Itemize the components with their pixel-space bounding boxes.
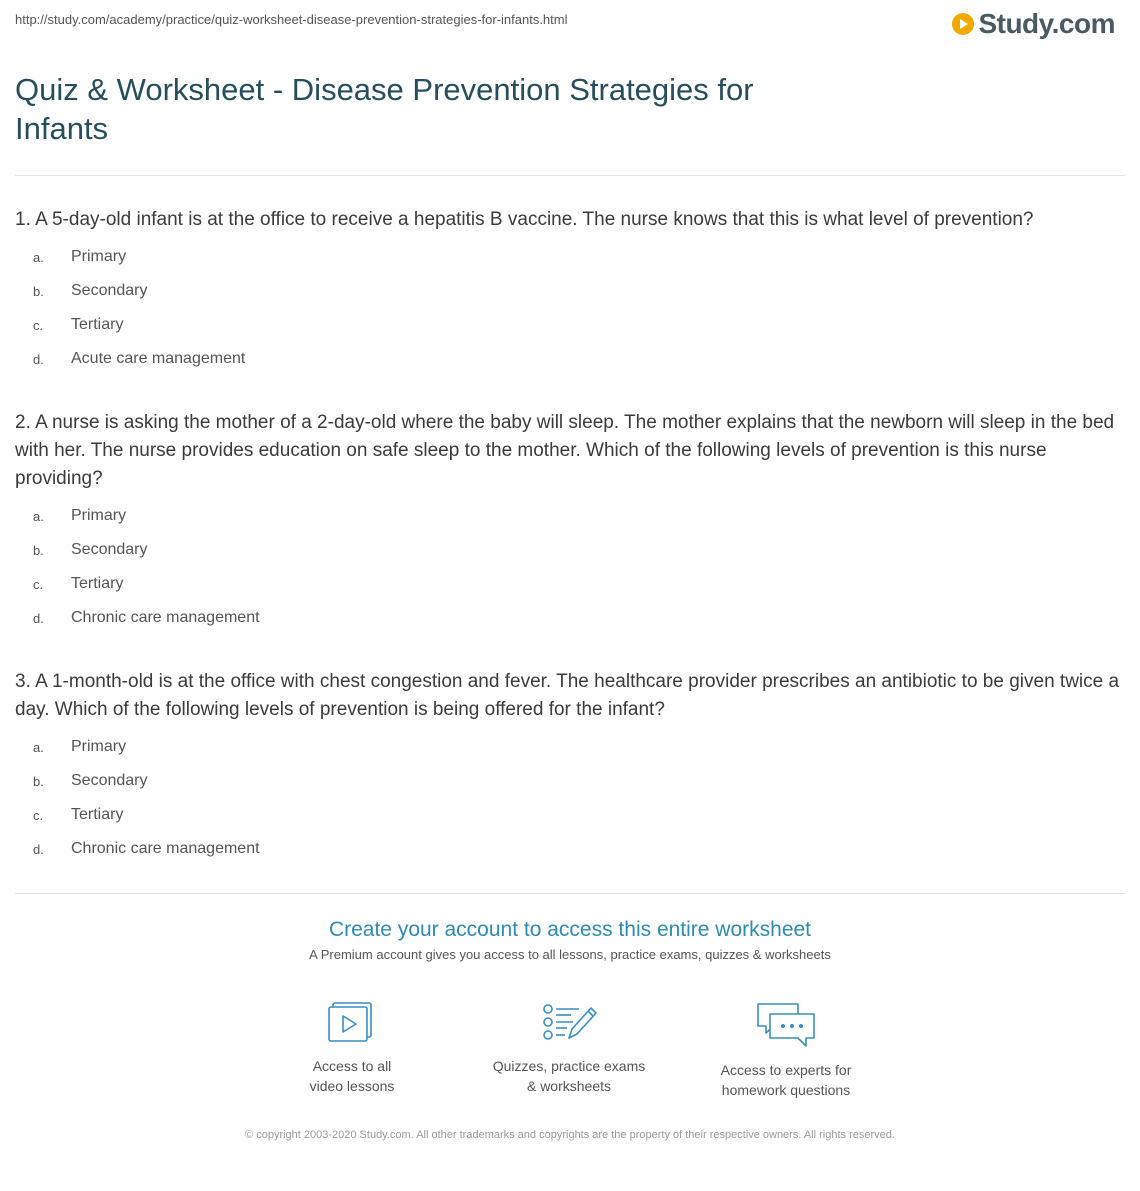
cta-link[interactable]: Create your account to access this entire worksheet [328,918,812,941]
question-3 [15,668,1127,866]
option-letter: a. [33,249,44,265]
answer-option[interactable] [15,764,1127,798]
top-bar [15,8,1125,42]
option-label: Chronic care management [71,609,260,626]
divider-bottom [15,893,1125,894]
option-letter: a. [33,739,44,755]
option-letter: b. [33,283,44,299]
option-letter: c. [33,576,44,592]
study-logo[interactable] [952,8,1115,40]
feature-label-line: Access to all [312,1058,392,1074]
answer-option[interactable] [15,832,1127,866]
question-1 [15,206,1127,376]
answer-option[interactable] [15,342,1127,376]
answer-options [15,730,1127,866]
feature-label-line: video lessons [309,1078,395,1094]
option-letter: c. [33,317,44,333]
option-letter: a. [33,508,44,524]
feature-experts [686,1000,886,1100]
divider-top [15,175,1125,176]
answer-option[interactable] [15,308,1127,342]
option-letter: b. [33,542,44,558]
answer-option[interactable] [15,601,1127,635]
option-label: Tertiary [71,806,124,823]
feature-label-line: Access to experts for [720,1062,852,1078]
feature-label-line: homework questions [721,1082,851,1098]
page-title: Quiz & Worksheet - Disease Prevention Strategies for Infants [15,72,754,146]
chat-experts-icon [754,1000,818,1050]
option-label: Secondary [71,541,148,558]
option-letter: d. [33,841,44,857]
feature-video-lessons [252,1000,452,1096]
option-label: Secondary [71,772,148,789]
answer-option[interactable] [15,533,1127,567]
option-label: Tertiary [71,575,124,592]
cta-subtitle: A Premium account gives you access to all lessons, practice exams, quizzes & worksheets [309,947,831,962]
answer-options [15,499,1127,635]
option-label: Primary [71,248,127,265]
option-letter: d. [33,351,44,367]
feature-label [686,1060,886,1100]
option-letter: c. [33,807,44,823]
logo-text: Study.com [978,8,1115,39]
answer-option[interactable] [15,730,1127,764]
answer-options [15,240,1127,376]
answer-option[interactable] [15,240,1127,274]
answer-option[interactable] [15,499,1127,533]
quiz-checklist-icon [539,1000,599,1046]
video-lessons-icon [324,1000,380,1046]
option-letter: b. [33,773,44,789]
question-text: 1. A 5-day-old infant is at the office to receive a hepatitis B vaccine. The nurse knows that this is what level of prevention? [15,209,1034,230]
answer-option[interactable] [15,798,1127,832]
signup-cta [0,915,1140,962]
option-label: Secondary [71,282,148,299]
question-text: 2. A nurse is asking the mother of a 2-day-old where the baby will sleep. The mother explains that the newborn will sleep in the bed with her. The nurse provides education on safe sleep to the mother. Which of the following levels of prevention is this nurse providing? [15,412,1115,489]
feature-label-line: & worksheets [526,1078,612,1094]
option-label: Tertiary [71,316,124,333]
option-label: Acute care management [71,350,246,367]
question-2 [15,409,1127,635]
option-label: Chronic care management [71,840,260,857]
play-circle-icon [952,13,974,35]
copyright-notice: © copyright 2003-2020 Study.com. All other trademarks and copyrights are the property of their respective owners. All rights reserved. [245,1129,895,1141]
option-label: Primary [71,507,127,524]
feature-label [469,1056,669,1096]
feature-quizzes [469,1000,669,1096]
feature-label [252,1056,452,1096]
answer-option[interactable] [15,274,1127,308]
option-letter: d. [33,610,44,626]
page-url: http://study.com/academy/practice/quiz-worksheet-disease-prevention-strategies-for-infants.html [15,12,568,27]
question-text: 3. A 1-month-old is at the office with chest congestion and fever. The healthcare provider prescribes an antibiotic to be given twice a day. Which of the following levels of prevention is being offered for the infant? [15,671,1120,720]
feature-label-line: Quizzes, practice exams [492,1058,646,1074]
questions-list [15,206,1127,899]
option-label: Primary [71,738,127,755]
answer-option[interactable] [15,567,1127,601]
